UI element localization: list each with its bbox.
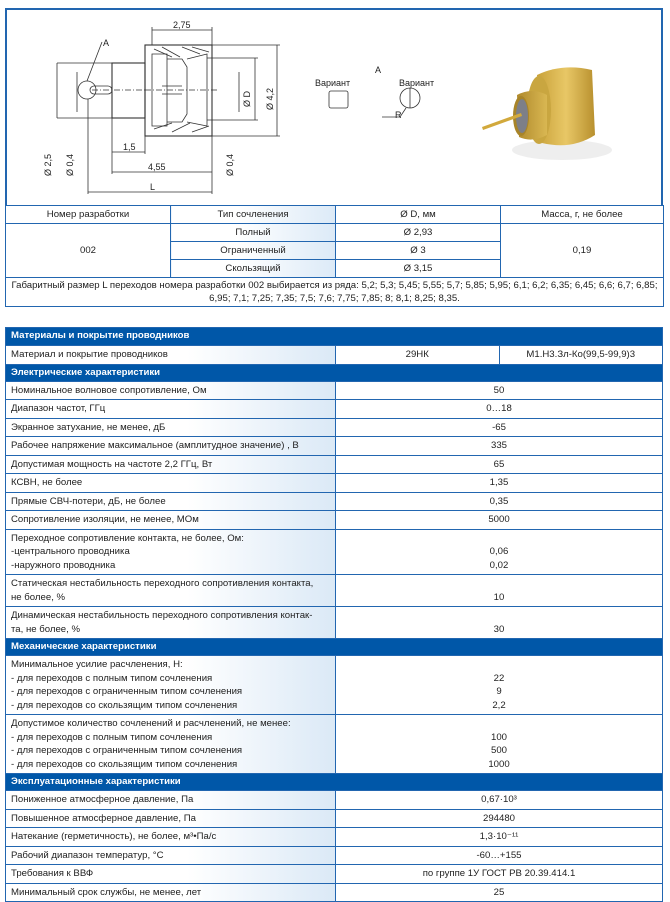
spec-value: 0,02 [489, 559, 509, 571]
spec-value-cell [336, 847, 662, 865]
spec-value: 2,2 [492, 699, 506, 711]
header-mass: Масса, г, не более [501, 206, 664, 224]
spec-row [6, 381, 662, 400]
spec-value: М1.Н3.Зл-Ко(99,5-99,9)3 [499, 346, 663, 364]
coupling-type: Полный [171, 224, 336, 242]
spec-label-line: Допустимое количество сочленений и расчленений, не менее: [11, 718, 291, 729]
spec-value-cell [336, 607, 662, 638]
spec-values [336, 346, 662, 364]
variants-table [5, 205, 664, 307]
spec-label [6, 437, 336, 455]
spec-value-cell [336, 810, 662, 828]
spec-row [6, 809, 662, 828]
gold-connector-photo [477, 55, 617, 175]
spec-row [6, 846, 662, 865]
specifications-table [5, 327, 663, 902]
spec-label-line: Сопротивление изоляции, не менее, МОм [11, 514, 199, 525]
dev-number: 002 [6, 224, 171, 278]
spec-label [6, 456, 336, 474]
spec-value-cell [336, 400, 662, 418]
spec-label [6, 530, 336, 575]
spec-label-line: - для переходов со скользящим типом сочленения [11, 758, 238, 770]
spec-row [6, 790, 662, 809]
spec-row [6, 714, 662, 773]
spec-label [6, 400, 336, 418]
spec-value: 25 [493, 886, 505, 898]
header-number: Номер разработки [6, 206, 171, 224]
spec-label-line: Переходное сопротивление контакта, не более, Ом: [11, 532, 244, 544]
spec-label-line: Пониженное атмосферное давление, Па [11, 794, 194, 805]
dim-4-55: 4,55 [148, 162, 166, 172]
spec-label-line: - для переходов с ограниченным типом сочленения [11, 745, 243, 756]
spec-value: 0,06 [489, 546, 509, 557]
dim-phi-0-4-left: Ø 0,4 [65, 153, 76, 177]
spec-value: 9 [496, 686, 502, 697]
dim-L: L [150, 182, 156, 192]
spec-value-cell [336, 791, 662, 809]
spec-value-cell [336, 715, 662, 773]
spec-row [6, 418, 662, 437]
spec-value: 1000 [488, 758, 510, 770]
spec-label [6, 474, 336, 492]
spec-label [6, 810, 336, 828]
spec-label-line: Диапазон частот, ГГц [11, 403, 106, 414]
spec-value: 500 [490, 745, 507, 756]
spec-label-line: Прямые СВЧ-потери, дБ, не более [11, 495, 166, 507]
spec-label-line: - для переходов с полным типом сочленения [11, 731, 213, 743]
spec-label [6, 715, 336, 773]
spec-label-line: Допустимая мощность на частоте 2,2 ГГц, Вт [11, 458, 213, 470]
spec-value: 335 [490, 440, 507, 451]
spec-value-cell [336, 437, 662, 455]
spec-value-cell [336, 884, 662, 902]
spec-label-line: Повышенное атмосферное давление, Па [11, 812, 196, 824]
dim-R: R [395, 110, 402, 120]
spec-label-line: Рабочее напряжение максимальное (амплитудное значение) , В [11, 440, 299, 451]
detail-title: A [375, 65, 382, 75]
spec-value: 100 [490, 731, 507, 743]
spec-value-cell [336, 474, 662, 492]
spec-value-cell [336, 511, 662, 529]
spec-value-cell [336, 575, 662, 606]
dim-2-75: 2,75 [173, 20, 191, 30]
spec-label [6, 828, 336, 846]
spec-value-cell [336, 456, 662, 474]
spec-value: 5000 [488, 514, 510, 525]
dim-1-5: 1,5 [123, 142, 136, 152]
spec-row [6, 827, 662, 846]
spec-label-line: Минимальное усилие расчленения, Н: [11, 659, 183, 670]
spec-row [6, 529, 662, 575]
spec-row [6, 345, 662, 364]
spec-row [6, 436, 662, 455]
coupling-type: Скользящий [171, 260, 336, 278]
spec-value: по группе 1У ГОСТ РВ 20.39.414.1 [422, 868, 576, 879]
spec-label-line: Минимальный срок службы, не менее, лет [11, 886, 202, 898]
dim-phi-2-5: Ø 2,5 [43, 153, 54, 177]
header-coupling-type: Тип сочленения [171, 206, 336, 224]
spec-row [6, 492, 662, 511]
dim-phi-0-4-right: Ø 0,4 [225, 153, 236, 177]
spec-row [6, 606, 662, 638]
spec-label [6, 511, 336, 529]
diameter: Ø 3 [336, 242, 501, 260]
spec-label [6, 419, 336, 437]
spec-row [6, 883, 662, 902]
spec-label [6, 382, 336, 400]
spec-label-line: КСВН, не более [11, 477, 83, 488]
spec-value-cell [336, 382, 662, 400]
coupling-type: Ограниченный [171, 242, 336, 260]
spec-row [6, 510, 662, 529]
spec-label-line: -центрального проводника [11, 546, 130, 557]
spec-row [6, 455, 662, 474]
dim-phi-D: Ø D [242, 90, 253, 108]
spec-label-line: -наружного проводника [11, 559, 116, 571]
spec-label-line: Номинальное волновое сопротивление, Ом [11, 384, 207, 396]
spec-label [6, 346, 336, 364]
section-header: Электрические характеристики [6, 364, 662, 381]
spec-row [6, 399, 662, 418]
spec-label-line: Натекание (герметичность), не более, м³•Па/с [11, 831, 217, 842]
spec-label-line: не более, % [11, 591, 66, 603]
variant-2-label: Вариант [399, 78, 435, 88]
spec-label-line: Статическая нестабильность переходного сопротивления контакта, [11, 578, 314, 589]
spec-value: 1,3·10⁻¹¹ [479, 831, 519, 842]
header-diameter: Ø D, мм [336, 206, 501, 224]
spec-label [6, 884, 336, 902]
spec-row [6, 473, 662, 492]
spec-label-line: Материал и покрытие проводников [11, 349, 168, 360]
spec-label-line: Экранное затухание, не менее, дБ [11, 421, 166, 433]
section-header: Механические характеристики [6, 638, 662, 655]
spec-label [6, 656, 336, 714]
spec-value: 50 [493, 384, 505, 396]
spec-label [6, 493, 336, 511]
spec-row [6, 864, 662, 883]
spec-label-line: - для переходов с ограниченным типом сочленения [11, 686, 243, 697]
diameter: Ø 2,93 [336, 224, 501, 242]
variant-1-label: Вариант [315, 78, 351, 88]
spec-value-cell [336, 530, 662, 575]
spec-value: -60…+155 [476, 849, 522, 861]
spec-value: 22 [493, 672, 505, 684]
spec-label-line: та, не более, % [11, 623, 81, 635]
section-header: Материалы и покрытие проводников [6, 328, 662, 345]
spec-label [6, 847, 336, 865]
spec-value-cell [336, 865, 662, 883]
mass: 0,19 [501, 224, 664, 278]
spec-value: 29НК [405, 349, 429, 361]
spec-label-line: Динамическая нестабильность переходного сопротивления контак- [11, 610, 313, 621]
spec-value: 10 [493, 591, 505, 603]
spec-label-line: - для переходов со скользящим типом сочленения [11, 699, 238, 711]
spec-row [6, 655, 662, 714]
spec-value-cell [336, 656, 662, 714]
spec-row [6, 574, 662, 606]
diameter: Ø 3,15 [336, 260, 501, 278]
spec-label [6, 575, 336, 606]
spec-value-cell [336, 493, 662, 511]
spec-value: 0…18 [486, 403, 512, 414]
spec-value-cell [336, 828, 662, 846]
spec-value: 65 [493, 458, 505, 470]
drawing-panel [5, 8, 663, 206]
spec-label [6, 607, 336, 638]
section-header: Эксплуатационные характеристики [6, 773, 662, 790]
spec-label-line: Требования к ВВФ [11, 868, 94, 879]
spec-value: -65 [492, 421, 506, 433]
dim-phi-4-2: Ø 4,2 [265, 87, 276, 111]
spec-label [6, 865, 336, 883]
dim-A: A [103, 38, 110, 48]
spec-value: 0,35 [489, 495, 509, 507]
length-note: Габаритный размер L переходов номера разработки 002 выбирается из ряда: 5,2; 5,3; 5,45; 5,55; 5,7; 5,85; 5,95; 6,1; 6,2; 6,35; 6,45; 6,6; 6,7; 6,85; 6,95; 7,1; 7,25; 7,35; 7,5; 7,6; 7,75; 7,85; 8; 8,1; 8,25; 8,35. [6, 278, 664, 307]
spec-value: 294480 [482, 812, 515, 824]
spec-value: 1,35 [489, 477, 509, 488]
spec-value: 30 [493, 623, 505, 635]
spec-label-line: Рабочий диапазон температур, °С [11, 849, 164, 861]
spec-label [6, 791, 336, 809]
spec-value: 0,67·10³ [481, 794, 517, 805]
spec-value-cell [336, 419, 662, 437]
spec-label-line: - для переходов с полным типом сочленения [11, 672, 213, 684]
